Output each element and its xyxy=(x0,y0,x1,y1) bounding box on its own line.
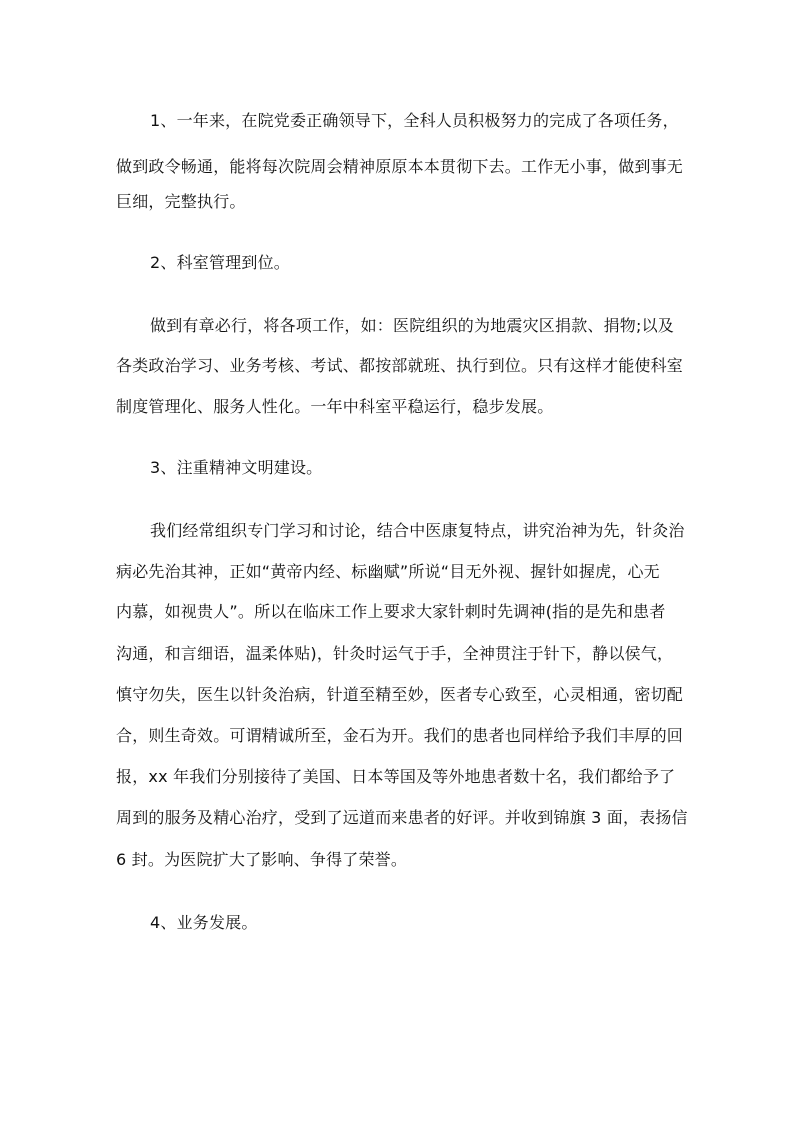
paragraph-line: 各类政治学习、业务考核、考试、都按部就班、执行到位。只有这样才能使科室 xyxy=(116,356,684,375)
paragraph-line: 巨细，完整执行。 xyxy=(116,192,246,211)
paragraph-line: 报，xx 年我们分别接待了美国、日本等国及等外地患者数十名，我们都给予了 xyxy=(116,767,676,786)
paragraph-line: 我们经常组织专门学习和讨论，结合中医康复特点，讲究治神为先，针灸治 xyxy=(150,521,685,540)
paragraph-line: 制度管理化、服务人性化。一年中科室平稳运行，稳步发展。 xyxy=(116,397,554,416)
paragraph-line: 慎守勿失，医生以针灸治病，针道至精至妙，医者专心致至，心灵相通，密切配 xyxy=(116,685,684,704)
paragraph-line: 合，则生奇效。可谓精诚所至，金石为开。我们的患者也同样给予我们丰厚的回 xyxy=(116,726,684,745)
paragraph-line: 1、一年来，在院党委正确领导下，全科人员积极努力的完成了各项任务， xyxy=(150,111,679,130)
paragraph-line: 病必先治其神，正如“黄帝内经、标幽赋”所说“目无外视、握针如握虎，心无 xyxy=(116,562,660,581)
section-heading: 2、科室管理到位。 xyxy=(150,253,290,272)
paragraph-line: 6 封。为医院扩大了影响、争得了荣誉。 xyxy=(116,850,408,869)
paragraph-line: 做到有章必行，将各项工作，如：医院组织的为地震灾区捐款、捐物;以及 xyxy=(150,316,674,335)
paragraph-line: 内慕，如视贵人”。所以在临床工作上要求大家针刺时先调神(指的是先和患者 xyxy=(116,602,666,621)
section-heading: 4、业务发展。 xyxy=(150,913,258,932)
section-heading: 3、注重精神文明建设。 xyxy=(150,458,323,477)
paragraph-line: 做到政令畅通，能将每次院周会精神原原本本贯彻下去。工作无小事，做到事无 xyxy=(116,157,684,176)
paragraph-line: 周到的服务及精心治疗，受到了远道而来患者的好评。并收到锦旗 3 面，表扬信 xyxy=(116,808,688,827)
paragraph-line: 沟通，和言细语，温柔体贴)，针灸时运气于手，全神贯注于针下，静以侯气， xyxy=(116,644,674,663)
